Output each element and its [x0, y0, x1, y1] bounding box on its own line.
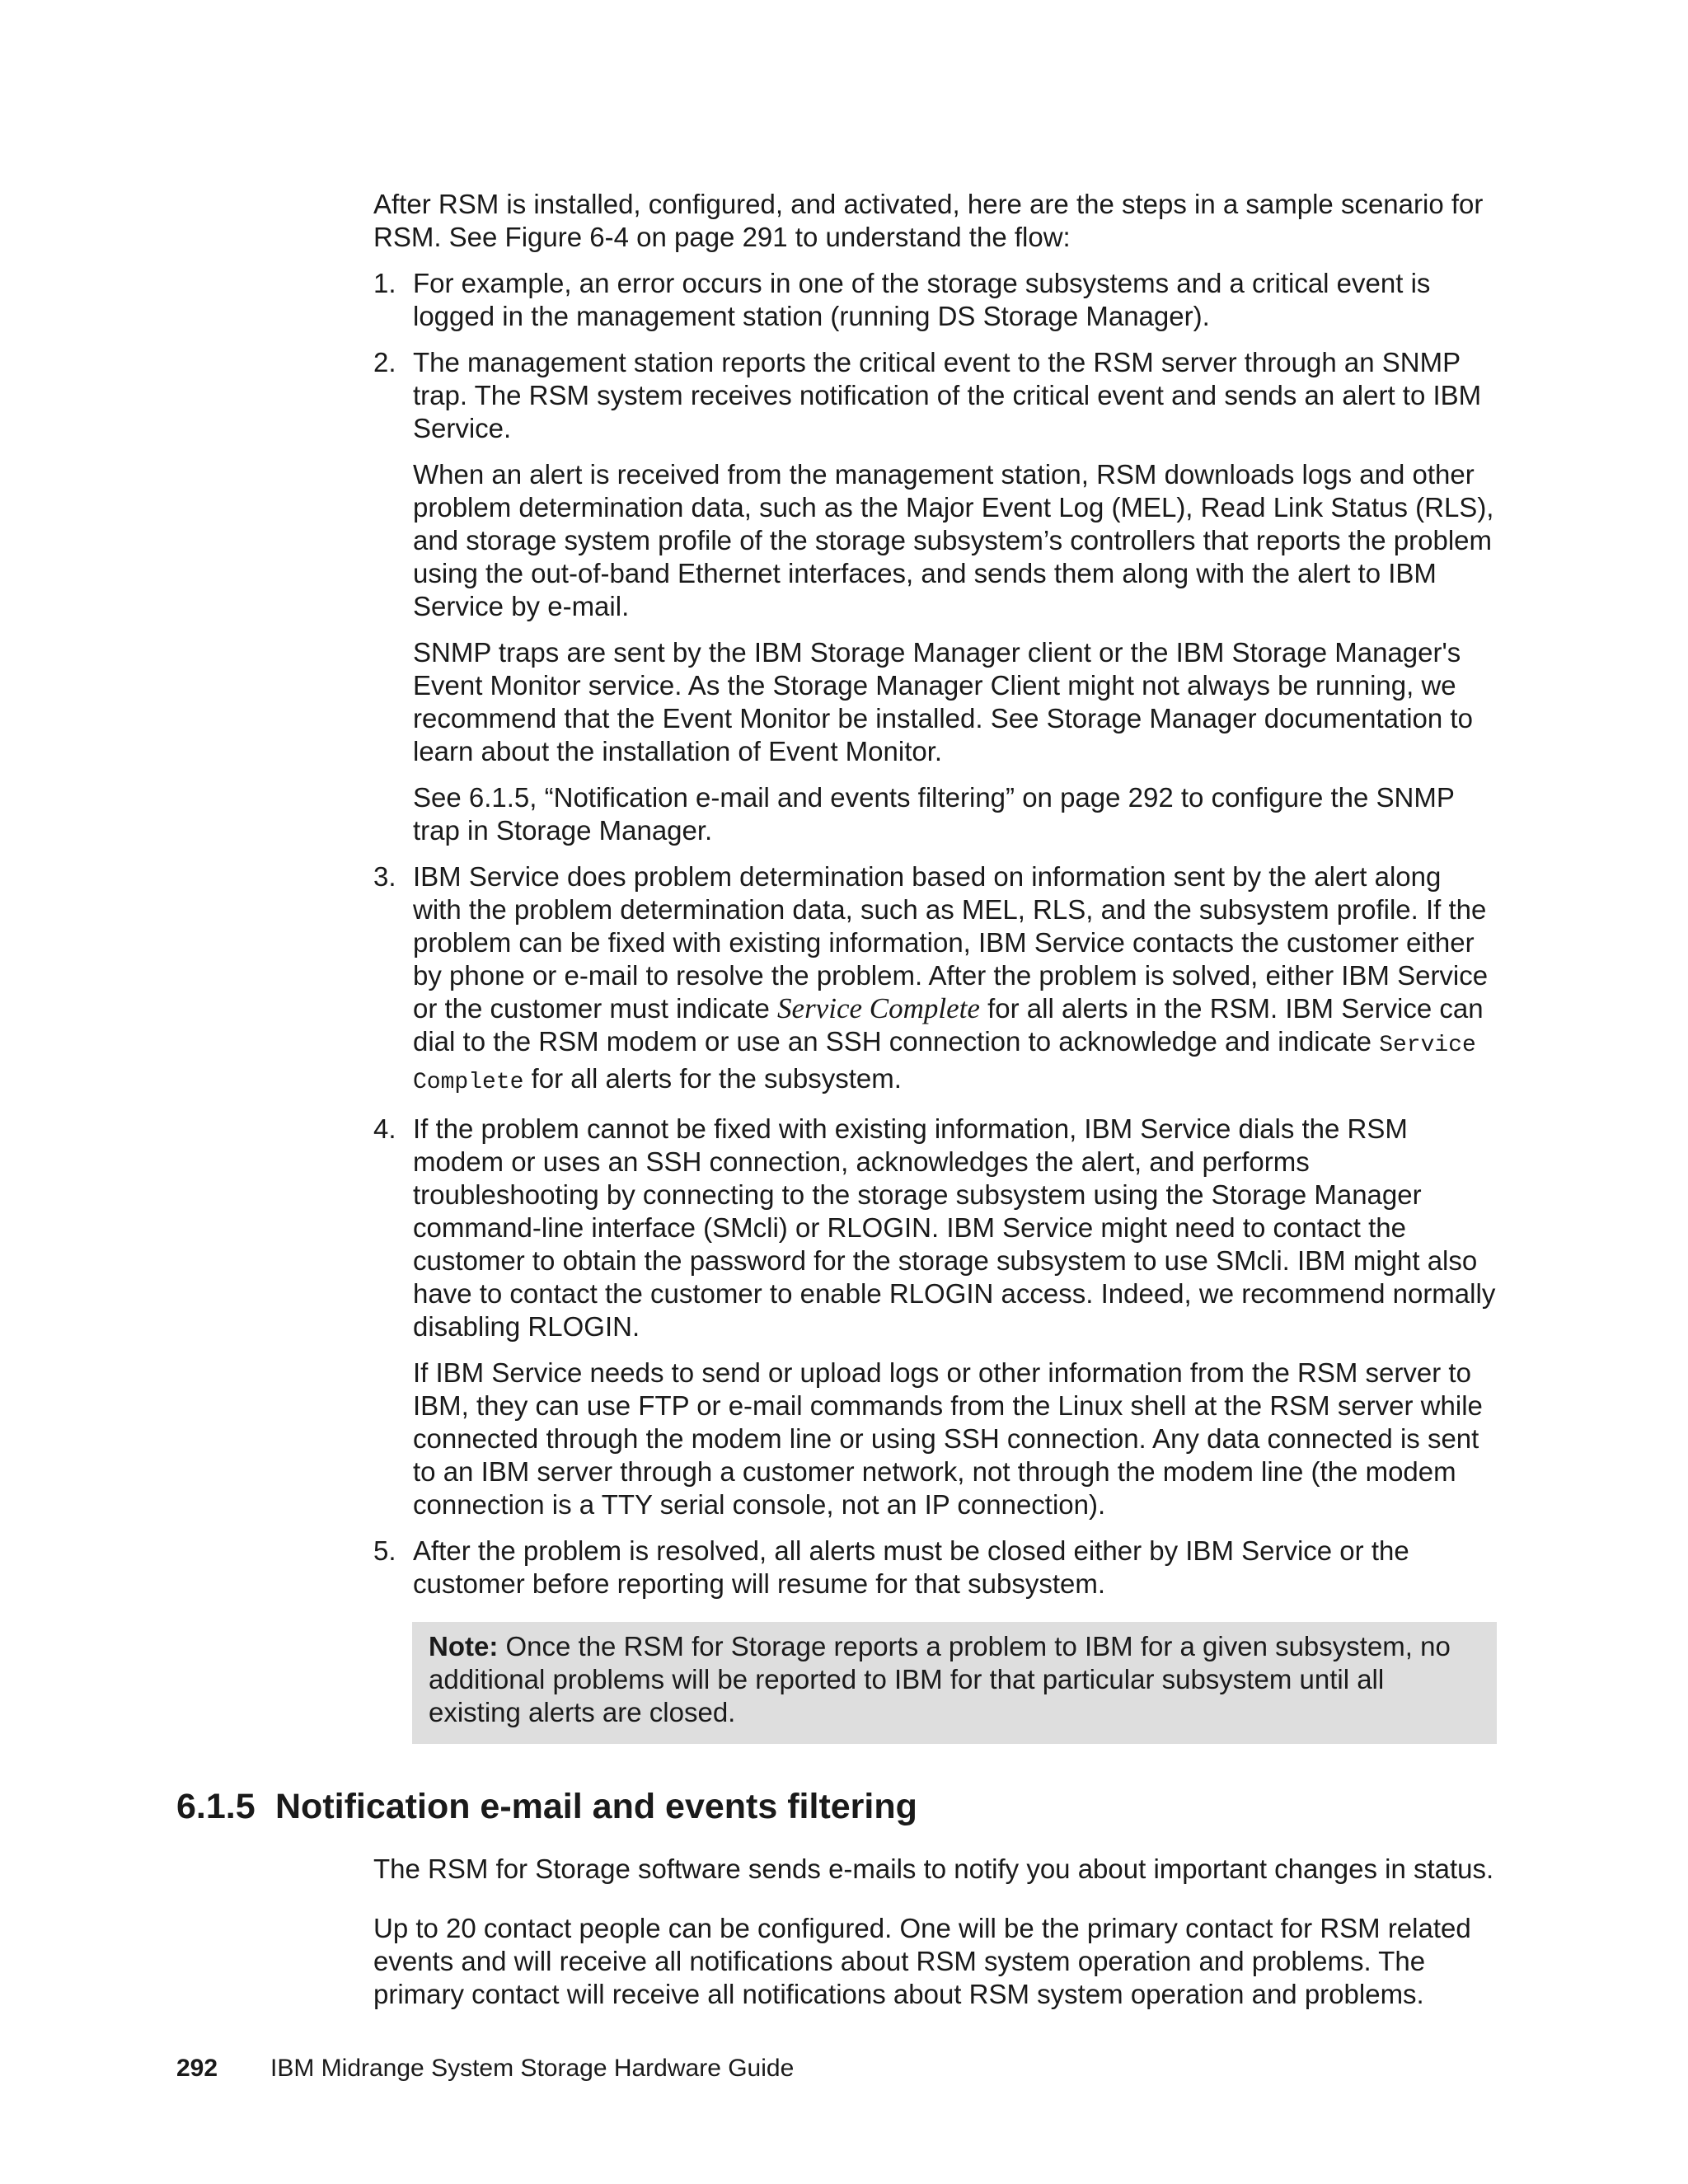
- step-text: IBM Service does problem determination based on information sent by the alert along with the problem determination data, such as MEL, RLS, and the subsystem profile. If the problem can be fixed with existing information, IBM Service contacts the customer either by phone or e-mail to resolve the problem. After the problem is solved, either IBM Service or the customer must indicate: [413, 861, 1489, 1024]
- step-number: 2.: [373, 347, 396, 377]
- section-title: Notification e-mail and events filtering: [275, 1787, 917, 1826]
- step-4: [373, 1113, 1496, 1521]
- page-footer: [176, 2052, 794, 2085]
- section-paragraph: The RSM for Storage software sends e-mails to notify you about important changes in status.: [373, 1854, 1494, 1884]
- note-box: [412, 1622, 1497, 1744]
- step-paragraph: The management station reports the critical event to the RSM server through an SNMP trap. The RSM system receives notification of the critical event and sends an alert to IBM Service.: [413, 347, 1482, 443]
- step-number: 5.: [373, 1535, 396, 1566]
- step-paragraph: After the problem is resolved, all alerts must be closed either by IBM Service or the customer before reporting will resume for that subsystem.: [413, 1535, 1409, 1599]
- section-number: 6.1.5: [176, 1787, 256, 1826]
- step-number: 3.: [373, 861, 396, 892]
- section-heading: [176, 1785, 1495, 1828]
- emphasis-text: Service Complete: [777, 992, 980, 1024]
- section-body: [373, 1853, 1496, 2037]
- step-number: 1.: [373, 268, 396, 298]
- step-paragraph: SNMP traps are sent by the IBM Storage Manager client or the IBM Storage Manager's Event Monitor service. As the Storage Manager Client might not always be running, we recommend that the Event Monitor be installed. See Storage Manager documentation to learn about the installation of Event Monitor.: [413, 637, 1473, 766]
- step-text: for all alerts in the RSM. IBM Service can dial to the RSM modem or use an SSH connection to acknowledge and indicate: [413, 993, 1484, 1057]
- step-paragraph: When an alert is received from the management station, RSM downloads logs and other problem determination data, such as the Major Event Log (MEL), Read Link Status (RLS), and storage system profile of the storage subsystem’s controllers that reports the problem using the out-of-band Ethernet interfaces, and sends them along with the alert to IBM Service by e-mail.: [413, 459, 1494, 621]
- page-number: 292: [176, 2055, 218, 2082]
- note-text: Once the RSM for Storage reports a problem to IBM for a given subsystem, no additional problems will be reported to IBM for that particular subsystem until all existing alerts are closed.: [429, 1631, 1451, 1727]
- step-paragraph: [413, 860, 1496, 1099]
- book-title: IBM Midrange System Storage Hardware Guide: [270, 2055, 795, 2082]
- step-paragraph: For example, an error occurs in one of the storage subsystems and a critical event is logged in the management station (running DS Storage Manager).: [413, 268, 1431, 331]
- body-text: [373, 188, 1496, 1614]
- step-2: [373, 346, 1496, 847]
- step-1: [373, 267, 1496, 333]
- step-number: 4.: [373, 1113, 396, 1144]
- step-paragraph: If the problem cannot be fixed with existing information, IBM Service dials the RSM modem or uses an SSH connection, acknowledges the alert, and performs troubleshooting by connecting to the storage subsystem using the Storage Manager command-line interface (SMcli) or RLOGIN. IBM Service might need to contact the customer to obtain the password for the storage subsystem to use SMcli. IBM might also have to contact the customer to enable RLOGIN access. Indeed, we recommend normally disabling RLOGIN.: [413, 1113, 1496, 1342]
- note-label: Note:: [429, 1631, 499, 1661]
- section-paragraph: Up to 20 contact people can be configured. One will be the primary contact for RSM related events and will receive all notifications about RSM system operation and problems. The primary contact will receive all notifications about RSM system operation and problems.: [373, 1913, 1471, 2009]
- step-5: [373, 1535, 1496, 1601]
- step-text: for all alerts for the subsystem.: [523, 1063, 902, 1094]
- step-3: [373, 860, 1496, 1099]
- step-paragraph: See 6.1.5, “Notification e-mail and events filtering” on page 292 to configure the SNMP trap in Storage Manager.: [413, 782, 1455, 846]
- intro-paragraph: After RSM is installed, configured, and activated, here are the steps in a sample scenario for RSM. See Figure 6-4 on page 291 to understand the flow:: [373, 189, 1484, 252]
- step-paragraph: If IBM Service needs to send or upload logs or other information from the RSM server to IBM, they can use FTP or e-mail commands from the Linux shell at the RSM server while connected through the modem line or using SSH connection. Any data connected is sent to an IBM server through a customer network, not through the modem line (the modem connection is a TTY serial console, not an IP connection).: [413, 1357, 1483, 1520]
- scenario-steps: [373, 267, 1496, 1601]
- code-text: Service Complete: [413, 1033, 1476, 1095]
